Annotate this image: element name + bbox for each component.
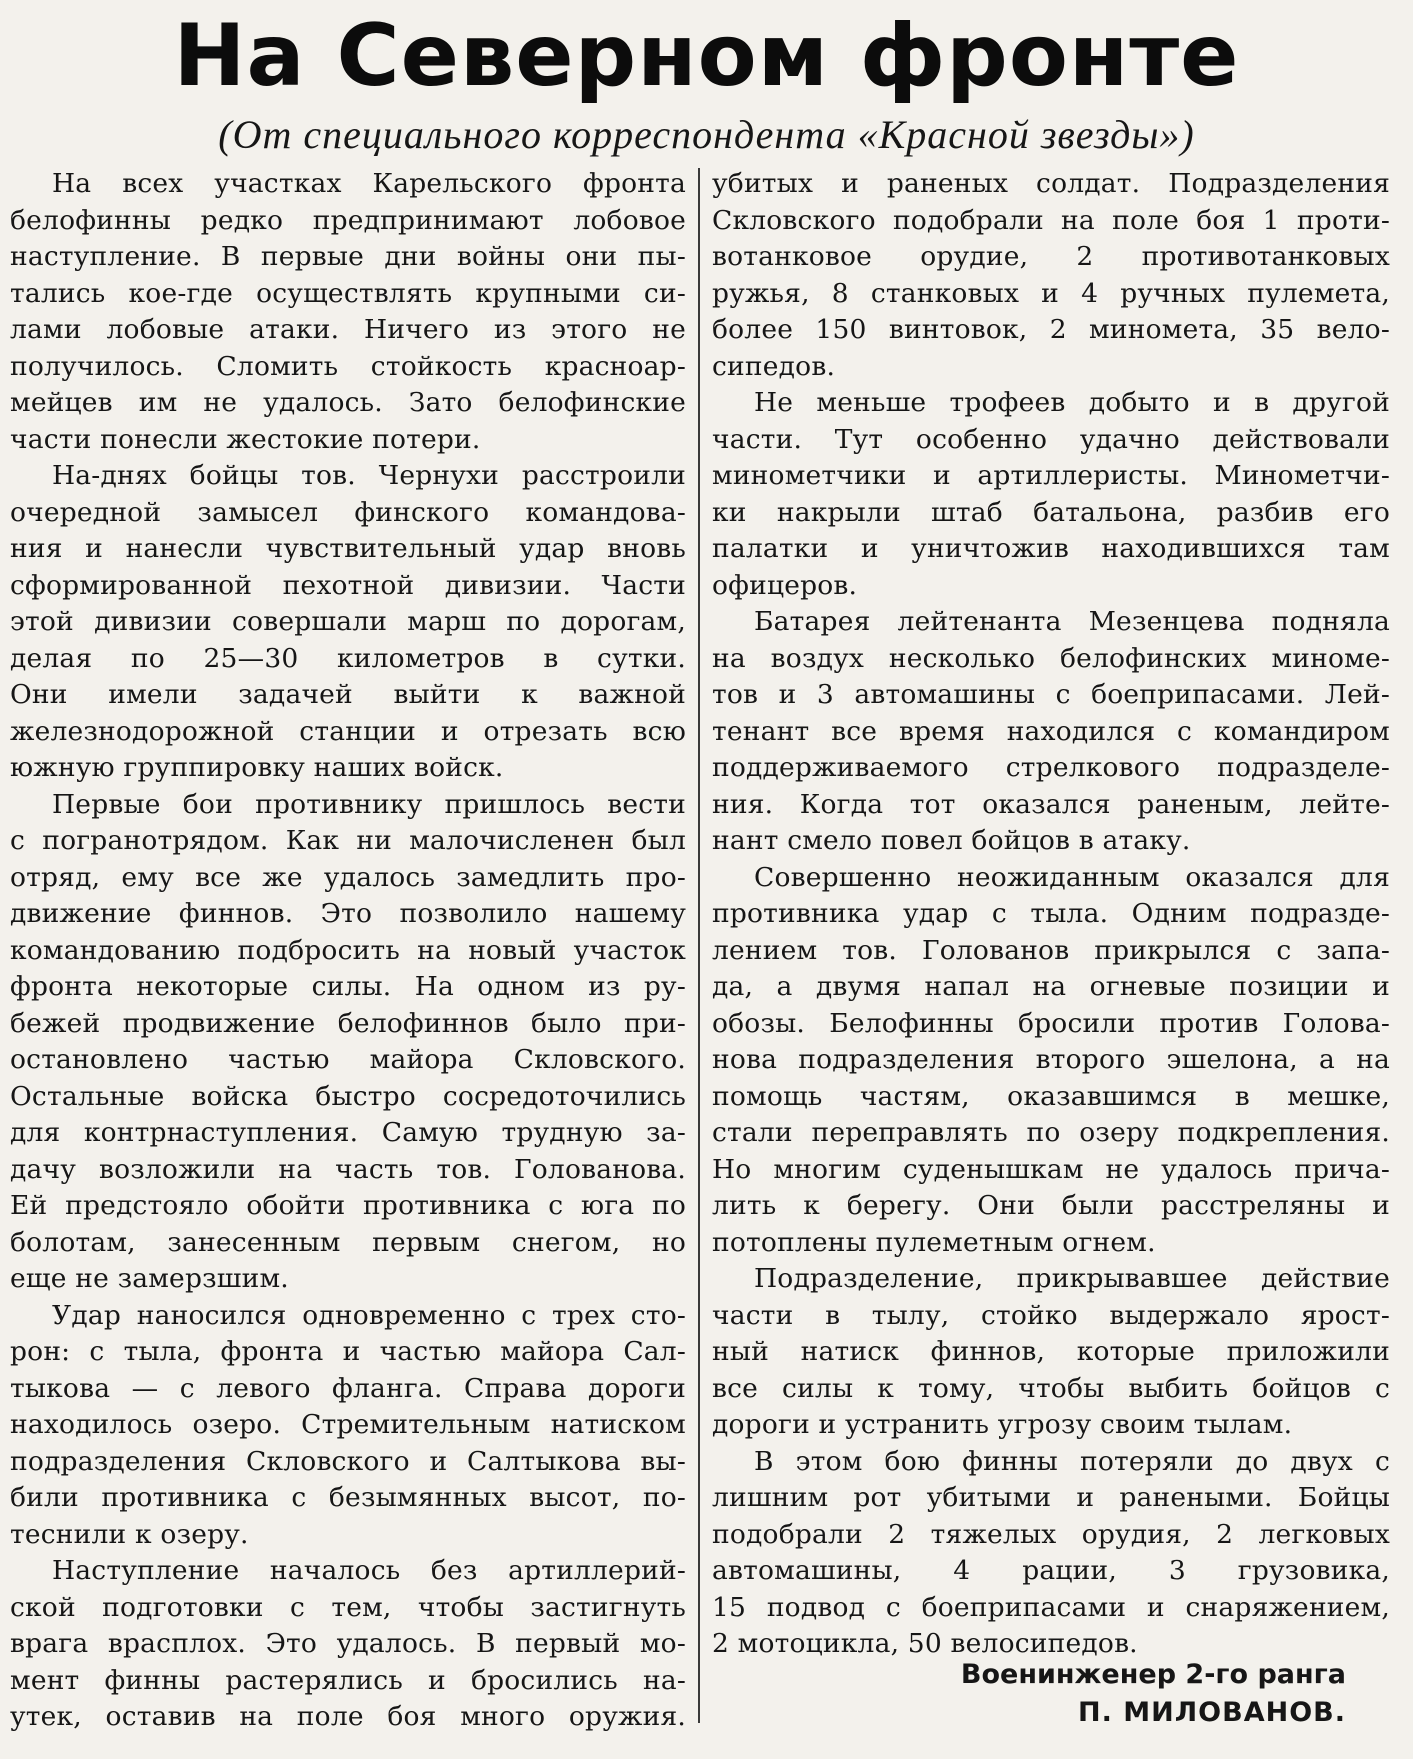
text-line: минометчики и артиллеристы. Минометчи- <box>712 460 1390 491</box>
text-line: Наступление началось без артиллерий- <box>52 1555 686 1586</box>
author-rank: Военинженер 2-го ранга <box>960 1659 1346 1690</box>
text-line: стали переправлять по озеру подкрепления. <box>712 1117 1390 1148</box>
text-line: мейцев им не удалось. Зато белофинские <box>10 387 686 418</box>
text-line: лишним рот убитыми и ранеными. Бойцы <box>712 1482 1390 1513</box>
author-name: П. МИЛОВАНОВ. <box>1078 1697 1346 1728</box>
text-line: автомашины, 4 рации, 3 грузовика, <box>712 1555 1390 1586</box>
text-line: рон: с тыла, фронта и частью майора Сал- <box>10 1336 686 1367</box>
text-line: 2 мотоцикла, 50 велосипедов. <box>712 1628 1138 1659</box>
text-line: дороги и устранить угрозу своим тылам. <box>712 1409 1293 1440</box>
text-line: тыкова — с левого фланга. Справа дороги <box>10 1372 686 1404</box>
text-line: Но многим суденышкам не удалось прича- <box>712 1153 1390 1185</box>
text-line: движение финнов. Это позволило нашему <box>10 898 686 929</box>
text-line: мент финны растерялись и бросились на- <box>10 1664 686 1696</box>
text-line: Батарея лейтенанта Мезенцева подняла <box>754 606 1390 637</box>
text-line: железнодорожной станции и отрезать всю <box>10 715 686 747</box>
text-line: Подразделение, прикрывавшее действие <box>754 1263 1390 1294</box>
text-line: фронта некоторые силы. На одном из ру- <box>10 971 686 1002</box>
text-line: На всех участках Карельского фронта <box>52 168 686 199</box>
text-line: этой дивизии совершали марш по дорогам, <box>10 606 686 637</box>
text-line: получилось. Сломить стойкость красноар- <box>10 350 686 382</box>
text-line: более 150 винтовок, 2 миномета, 35 вело- <box>712 314 1390 345</box>
text-line: вотанковое орудие, 2 противотанковых <box>712 241 1390 272</box>
article-subheadline: (От специального корреспондента «Красной звезды») <box>218 112 1195 157</box>
text-line: ки накрыли штаб батальона, разбив его <box>712 496 1390 528</box>
text-line: На-днях бойцы тов. Чернухи расстроили <box>52 460 686 491</box>
text-line: Первые бои противнику пришлось вести <box>52 788 686 820</box>
text-line: наступление. В первые дни войны они пы- <box>10 241 686 272</box>
text-line: потоплены пулеметным огнем. <box>712 1226 1156 1258</box>
text-line: да, а двумя напал на огневые позиции и <box>712 971 1390 1002</box>
text-line: В этом бою финны потеряли до двух с <box>754 1445 1390 1477</box>
text-line: лением тов. Голованов прикрылся с запа- <box>712 934 1390 966</box>
text-line: ружья, 8 станковых и 4 ручных пулемета, <box>712 277 1390 309</box>
text-line: южную группировку наших войск. <box>10 752 504 783</box>
text-line: остановлено частью майора Скловского. <box>10 1044 686 1075</box>
text-line: нант смело повел бойцов в атаку. <box>712 825 1191 856</box>
article-column-right <box>712 166 1390 1663</box>
text-line: Не меньше трофеев добыто и в другой <box>754 387 1390 418</box>
text-line: врага врасплох. Это удалось. В первый мо- <box>10 1628 686 1659</box>
text-line: с погранотрядом. Как ни малочисленен был <box>10 825 686 856</box>
text-line: лить к берегу. Они были расстреляны и <box>712 1190 1390 1221</box>
text-line: Остальные войска быстро сосредоточились <box>10 1080 686 1112</box>
text-line: палатки и уничтожив находившихся там <box>712 533 1390 564</box>
text-line: утек, оставив на поле боя много оружия. <box>10 1701 686 1732</box>
text-line: тались кое-где осуществлять крупными си- <box>10 277 686 309</box>
text-line: очередной замысел финского командова- <box>10 496 686 528</box>
text-line: офицеров. <box>712 569 858 601</box>
text-line: ния. Когда тот оказался раненым, лейте- <box>712 788 1390 820</box>
text-line: части в тылу, стойко выдержало ярост- <box>712 1299 1390 1331</box>
text-line: подразделения Скловского и Салтыкова вы- <box>10 1445 686 1477</box>
text-line: на воздух несколько белофинских миноме- <box>712 642 1390 674</box>
text-line: части. Тут особенно удачно действовали <box>712 423 1390 455</box>
text-line: ния и нанесли чувствительный удар вновь <box>10 533 686 564</box>
column-divider <box>698 168 700 1723</box>
article-headline: На Северном фронте <box>173 6 1240 106</box>
text-line: белофинны редко предпринимают лобовое <box>10 204 686 236</box>
text-line: помощь частям, оказавшимся в мешке, <box>712 1080 1390 1112</box>
text-line: противника удар с тыла. Одним подразде- <box>712 898 1390 929</box>
text-line: 15 подвод с боеприпасами и снаряжением, <box>712 1591 1390 1623</box>
text-line: нова подразделения второго эшелона, а на <box>712 1044 1390 1075</box>
text-line: все силы к тому, чтобы выбить бойцов с <box>712 1372 1390 1404</box>
text-line: Ей предстояло обойти противника с юга по <box>10 1190 686 1221</box>
text-line: Удар наносился одновременно с трех сто- <box>52 1299 686 1331</box>
text-line: дачу возложили на часть тов. Голованова. <box>10 1153 686 1185</box>
text-line: части понесли жестокие потери. <box>10 423 481 455</box>
text-line: ный натиск финнов, которые приложили <box>712 1336 1390 1367</box>
text-line: командованию подбросить на новый участок <box>10 934 686 966</box>
text-line: лами лобовые атаки. Ничего из этого не <box>10 314 686 345</box>
text-line: тенант все время находился с командиром <box>712 715 1390 747</box>
text-line: тов и 3 автомашины с боеприпасами. Лей- <box>712 679 1390 710</box>
text-line: ской подготовки с тем, чтобы застигнуть <box>10 1591 686 1623</box>
text-line: бежей продвижение белофиннов было при- <box>10 1007 686 1039</box>
text-line: били противника с безымянных высот, по- <box>10 1482 686 1513</box>
text-line: еще не замерзшим. <box>10 1263 289 1294</box>
text-line: для контрнаступления. Самую трудную за- <box>10 1117 686 1148</box>
text-line: Совершенно неожиданным оказался для <box>754 861 1390 893</box>
article-column-left <box>10 166 686 1736</box>
text-line: поддерживаемого стрелкового подразделе- <box>712 752 1390 783</box>
text-line: теснили к озеру. <box>10 1518 249 1550</box>
text-line: подобрали 2 тяжелых орудия, 2 легковых <box>712 1518 1390 1550</box>
text-line: Скловского подобрали на поле боя 1 проти- <box>712 204 1390 236</box>
text-line: Они имели задачей выйти к важной <box>10 679 686 710</box>
text-line: сипедов. <box>712 350 836 382</box>
text-line: сформированной пехотной дивизии. Части <box>10 569 686 601</box>
text-line: отряд, ему все же удалось замедлить про- <box>10 861 686 893</box>
text-line: находилось озеро. Стремительным натиском <box>10 1409 686 1440</box>
text-line: делая по 25—30 километров в сутки. <box>10 642 686 674</box>
text-line: убитых и раненых солдат. Подразделения <box>712 168 1390 199</box>
text-line: болотам, занесенным первым снегом, но <box>10 1226 686 1258</box>
text-line: обозы. Белофинны бросили против Голова- <box>712 1007 1390 1039</box>
